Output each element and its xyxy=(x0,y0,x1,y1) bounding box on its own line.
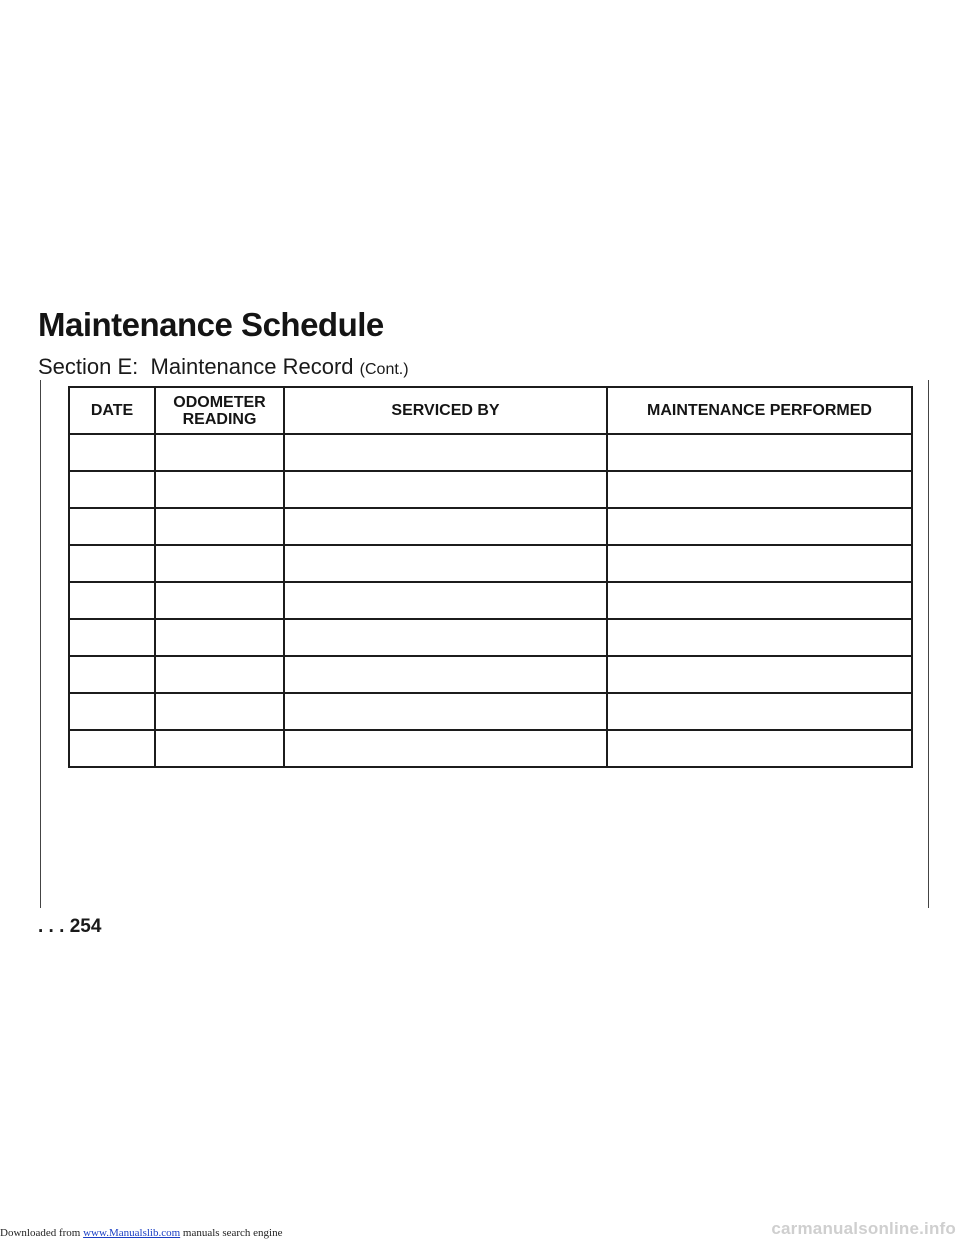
maintenance-cell xyxy=(607,582,912,619)
left-margin-rule xyxy=(40,380,41,908)
odometer-cell xyxy=(155,545,284,582)
table-row xyxy=(69,471,912,508)
odometer-cell xyxy=(155,508,284,545)
section-name: Maintenance Record xyxy=(150,354,354,379)
table-row xyxy=(69,730,912,767)
section-suffix: (Cont.) xyxy=(359,361,409,378)
maintenance-cell xyxy=(607,471,912,508)
serviced-by-cell xyxy=(284,545,607,582)
maintenance-cell xyxy=(607,545,912,582)
serviced-by-cell xyxy=(284,582,607,619)
carmanuals-watermark: carmanualsonline.info xyxy=(771,1219,956,1238)
maintenance-record-table xyxy=(68,386,913,768)
page-number: . . . 254 xyxy=(38,916,102,937)
odometer-header-line1: ODOMETER xyxy=(173,393,266,411)
odometer-cell xyxy=(155,582,284,619)
date-cell xyxy=(69,545,155,582)
table-row xyxy=(69,619,912,656)
page-title: Maintenance Schedule xyxy=(38,306,384,343)
column-header-serviced-by: SERVICED BY xyxy=(284,387,607,434)
odometer-header-line2: READING xyxy=(182,410,257,428)
page-number-value: 254 xyxy=(69,916,102,937)
manualslib-link[interactable]: www.Manualslib.com xyxy=(83,1227,181,1239)
odometer-cell xyxy=(155,693,284,730)
maintenance-cell xyxy=(607,730,912,767)
odometer-cell xyxy=(155,730,284,767)
date-cell xyxy=(69,693,155,730)
download-footer xyxy=(0,1227,282,1239)
column-header-maintenance-performed: MAINTENANCE PERFORMED xyxy=(607,387,912,434)
serviced-by-cell xyxy=(284,693,607,730)
section-label: Section E: xyxy=(38,354,139,379)
table-header-row xyxy=(69,387,912,434)
right-margin-rule xyxy=(928,380,929,908)
serviced-by-cell xyxy=(284,434,607,471)
serviced-by-cell xyxy=(284,508,607,545)
date-cell xyxy=(69,508,155,545)
maintenance-cell xyxy=(607,434,912,471)
table-row xyxy=(69,656,912,693)
serviced-by-cell xyxy=(284,730,607,767)
table-row xyxy=(69,545,912,582)
serviced-by-cell xyxy=(284,619,607,656)
table-row xyxy=(69,693,912,730)
table-row xyxy=(69,508,912,545)
date-cell xyxy=(69,730,155,767)
odometer-cell xyxy=(155,434,284,471)
column-header-odometer xyxy=(155,387,284,434)
maintenance-cell xyxy=(607,656,912,693)
section-heading xyxy=(38,354,409,380)
maintenance-cell xyxy=(607,693,912,730)
footer-tagline: manuals search engine xyxy=(182,1227,283,1239)
date-cell xyxy=(69,582,155,619)
odometer-cell xyxy=(155,471,284,508)
column-header-date: DATE xyxy=(69,387,155,434)
odometer-cell xyxy=(155,656,284,693)
serviced-by-cell xyxy=(284,656,607,693)
maintenance-cell xyxy=(607,619,912,656)
maintenance-cell xyxy=(607,508,912,545)
date-cell xyxy=(69,434,155,471)
date-cell xyxy=(69,471,155,508)
odometer-cell xyxy=(155,619,284,656)
table-row xyxy=(69,582,912,619)
date-cell xyxy=(69,656,155,693)
footer-prefix: Downloaded from xyxy=(0,1227,81,1239)
serviced-by-cell xyxy=(284,471,607,508)
table-row xyxy=(69,434,912,471)
date-cell xyxy=(69,619,155,656)
